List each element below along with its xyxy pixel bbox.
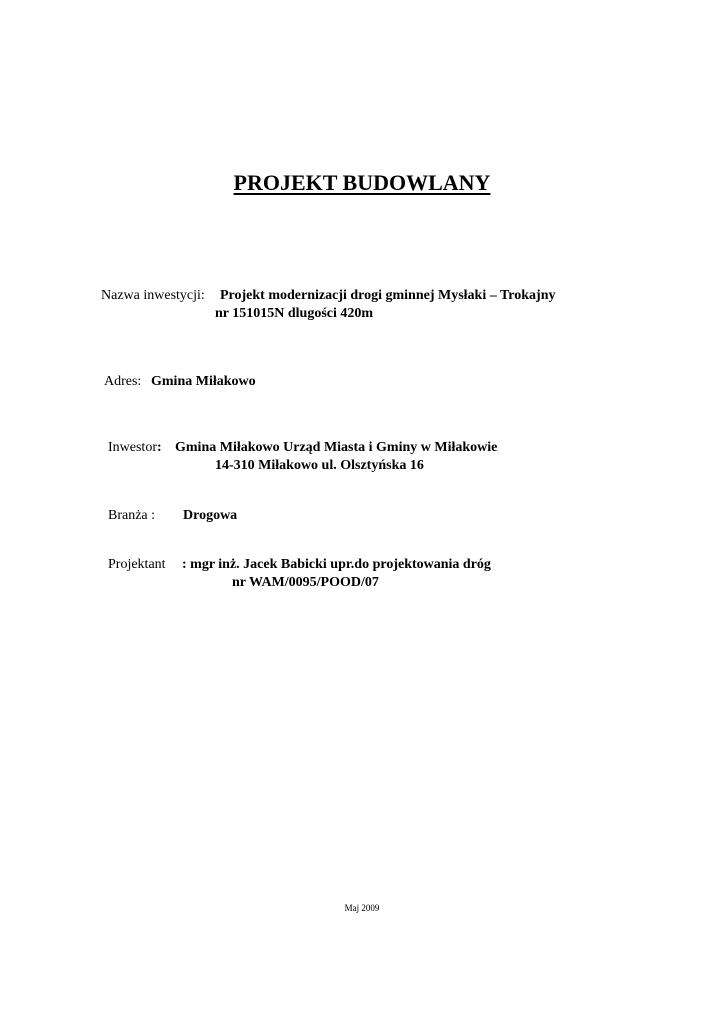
document-date: Maj 2009: [344, 903, 380, 913]
address-label: Adres:: [104, 374, 142, 389]
document-title: PROJEKT BUDOWLANY: [233, 170, 491, 195]
investor-label-text: Inwestor: [108, 440, 157, 455]
investor-name: Gmina Miłakowo Urząd Miasta i Gminy w Miłakowie: [175, 440, 498, 455]
investment-name-line1: Projekt modernizacji drogi gminnej Mysłaki – Trokajny: [220, 288, 556, 303]
investor-address: 14-310 Miłakowo ul. Olsztyńska 16: [215, 458, 424, 473]
investor-colon: :: [157, 440, 162, 455]
designer-label: Projektant: [108, 557, 166, 572]
branch-label: Branża :: [108, 508, 156, 523]
branch-value: Drogowa: [183, 508, 238, 523]
investor-label: [108, 440, 162, 456]
investment-name-line2: nr 151015N dlugości 420m: [215, 306, 374, 321]
investment-label: Nazwa inwestycji:: [101, 288, 205, 303]
designer-license: nr WAM/0095/POOD/07: [232, 575, 379, 590]
designer-name: : mgr inż. Jacek Babicki upr.do projektowania dróg: [182, 557, 491, 572]
address-value: Gmina Miłakowo: [151, 374, 256, 389]
